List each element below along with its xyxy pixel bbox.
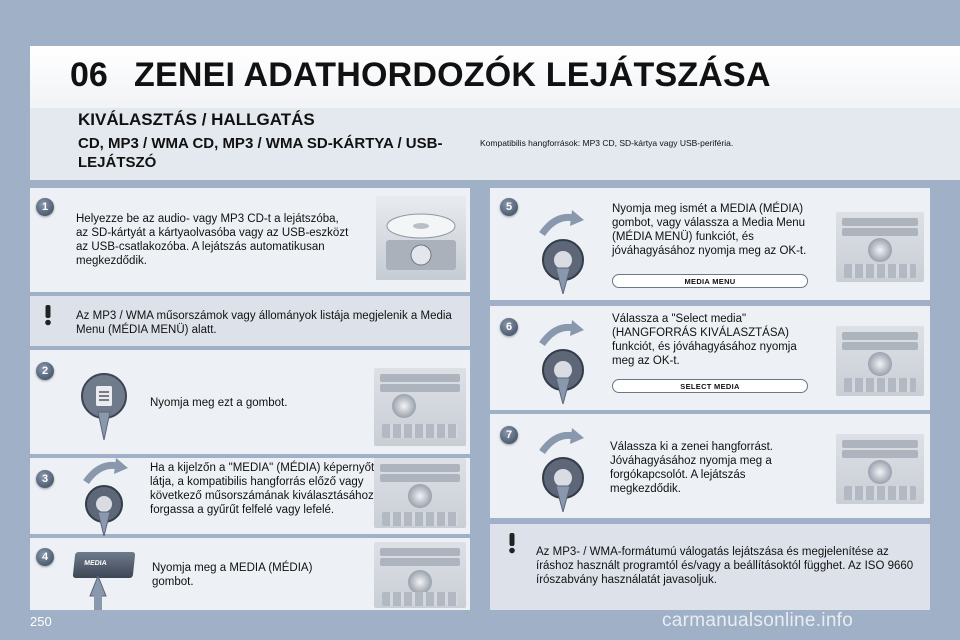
chapter-number: 06 (70, 56, 108, 94)
step-2-badge: 2 (36, 362, 54, 380)
chapter-title: ZENEI ADATHORDOZÓK LEJÁTSZÁSA (134, 56, 771, 94)
step-7-badge: 7 (500, 426, 518, 444)
console-image-7 (836, 434, 924, 504)
step-6-badge: 6 (500, 318, 518, 336)
ok-knob-icon (528, 314, 598, 404)
media-button (73, 552, 136, 578)
console-image-2 (374, 368, 466, 446)
note-1-text: Az MP3 / WMA műsorszámok vagy állományok listája megjelenik a Media Menu (MÉDIA MENÜ) alatt. (76, 310, 452, 336)
step-5-badge: 5 (500, 198, 518, 216)
step-5-text: Nyomja meg ismét a MEDIA (MÉDIA) gombot, vagy válassza a Media Menu (MÉDIA MENÜ) funkciót, és jóváhagyásához nyomja meg az OK-t. (612, 203, 807, 257)
step-4-text: Nyomja meg a MEDIA (MÉDIA) gombot. (152, 562, 313, 588)
press-arrow-icon (86, 576, 110, 610)
step-1-badge: 1 (36, 198, 54, 216)
console-image-5 (836, 212, 924, 282)
compat-note: Kompatibilis hangforrások: MP3 CD, SD-kártya vagy USB-periféria. (480, 138, 734, 148)
exclamation-icon (38, 304, 58, 326)
exclamation-icon (502, 532, 522, 554)
note-2-text: Az MP3- / WMA-formátumú válogatás lejátszása és megjelenítése az íráshoz használt programtól és/vagy a beállításoktól függhet. Az ISO 9660 írószabvány használatát javasoljuk. (536, 546, 914, 586)
menu-button-icon (76, 362, 132, 442)
media-button-label: MEDIA (83, 560, 108, 567)
ok-knob-icon (528, 422, 598, 512)
step-4-badge: 4 (36, 548, 54, 566)
cd-slot-image (376, 196, 466, 280)
step-7-text: Válassza ki a zenei hangforrást. Jóváhagyásához nyomja meg a forgókapcsolót. A lejátszás megkezdődik. (610, 441, 774, 495)
console-image-6 (836, 326, 924, 396)
step-2-text: Nyomja meg ezt a gombot. (150, 397, 288, 409)
console-image-4 (374, 542, 466, 608)
section-subtitle: CD, MP3 / WMA CD, MP3 / WMA SD-KÁRTYA / USB-LEJÁTSZÓ (78, 135, 443, 171)
ok-knob-icon (528, 204, 598, 294)
step-6-text: Válassza a "Select media" (HANGFORRÁS KIVÁLASZTÁSA) funkciót, és jóváhagyásához nyomja meg az OK-t. (612, 313, 797, 367)
step-3-text: Ha a kijelzőn a "MEDIA" (MÉDIA) képernyőt látja, a kompatibilis hangforrás előző vagy következő műsorszámának kiválasztásához forgassa a gyűrűt felfelé vagy lefelé. (150, 462, 375, 516)
console-image-3 (374, 458, 466, 528)
rotate-knob-icon (76, 452, 136, 536)
step-1-text: Helyezze be az audio- vagy MP3 CD-t a lejátszóba, az SD-kártyát a kártyaolvasóba vagy az USB-eszközt az USB-csatlakozóba. A lejátszás automatikusan megkezdődik. (76, 213, 349, 267)
select-media-pill: SELECT MEDIA (612, 379, 808, 393)
step-3-badge: 3 (36, 470, 54, 488)
section-title: KIVÁLASZTÁS / HALLGATÁS (78, 110, 315, 129)
watermark: carmanualsonline.info (662, 610, 854, 631)
page-number: 250 (30, 614, 52, 629)
media-menu-pill: MEDIA MENU (612, 274, 808, 288)
